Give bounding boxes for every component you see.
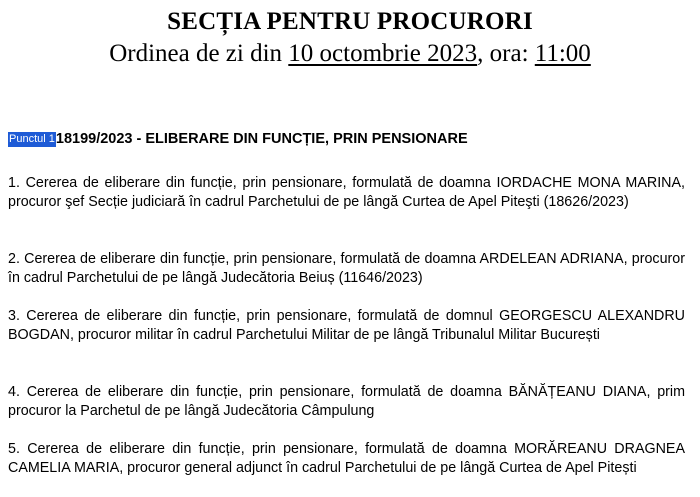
agenda-item-1: 1. Cererea de eliberare din funcție, prin pensionare, formulată de doamna IORDACHE MONA MARINA, procuror şef Secție judiciară în cadrul Parchetului de pe lângă Curtea de Apel Piteşti (18626/2023)	[8, 175, 685, 210]
agenda-time: 11:00	[534, 40, 591, 67]
agenda-item-4: 4. Cererea de eliberare din funcție, prin pensionare, formulată de doamna BĂNĂȚEANU DIANA, prim procuror la Parchetul de pe lângă Judecătoria Câmpulung	[8, 384, 685, 419]
agenda-subtitle	[0, 38, 700, 70]
subtitle-prefix: Ordinea de zi din	[109, 40, 289, 67]
section-title: SECȚIA PENTRU PROCURORI	[167, 8, 533, 35]
point-tag: Punctul 1	[9, 133, 55, 145]
document-header	[0, 6, 700, 70]
agenda-item-3: 3. Cererea de eliberare din funcție, prin pensionare, formulată de domnul GEORGESCU ALEXANDRU BOGDAN, procuror militar în cadrul Parchetului Militar de pe lângă Tribunalul Militar București	[8, 308, 685, 343]
subtitle-mid: , ora:	[477, 40, 535, 67]
point-title: 18199/2023 - ELIBERARE DIN FUNCȚIE, PRIN PENSIONARE	[55, 131, 468, 147]
agenda-point-heading	[8, 131, 468, 147]
agenda-item-5: 5. Cererea de eliberare din funcție, prin pensionare, formulată de doamna MORĂREANU DRAGNEA CAMELIA MARIA, procuror general adjunct în cadrul Parchetului de pe lângă Curtea de Apel Pitești	[8, 441, 685, 476]
agenda-item-2: 2. Cererea de eliberare din funcție, prin pensionare, formulată de doamna ARDELEAN ADRIANA, procuror în cadrul Parchetului de pe lângă Judecătoria Beiuș (11646/2023)	[8, 251, 685, 286]
agenda-date: 10 octombrie 2023	[288, 40, 478, 67]
